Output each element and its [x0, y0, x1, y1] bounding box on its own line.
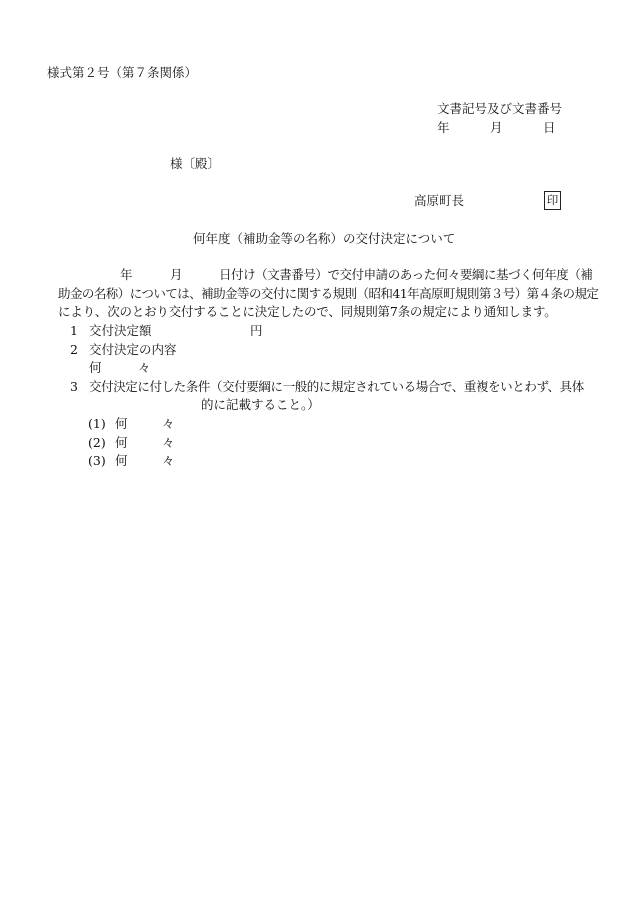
sender-name: 高原町長 — [414, 193, 465, 208]
item-1-number: 1 — [70, 323, 78, 338]
date-year: 年 — [437, 120, 450, 135]
item-3-label-continued: 的に記載すること。） — [201, 397, 320, 412]
body-month: 月 — [170, 267, 183, 282]
body-line-3: により、次のとおり交付することに決定したので、同規則第7条の規定により通知します。 — [58, 304, 557, 319]
sub-item-text-a: 何 — [115, 416, 128, 431]
item-1-label: 交付決定額 — [89, 323, 152, 338]
form-label: 様式第２号（第７条関係） — [47, 65, 198, 80]
item-3-label: 交付決定に付した条件（交付要綱に一般的に規定されている場合で、重複をいとわず、具体 — [89, 379, 584, 394]
body-line-1: 日付け（文書番号）で交付申請のあった何々要綱に基づく何年度（補 — [219, 267, 593, 282]
item-2-label: 交付決定の内容 — [89, 342, 177, 357]
item-3-number: 3 — [70, 379, 78, 394]
addressee: 様〔殿〕 — [170, 156, 221, 171]
sub-item-number: (3) — [88, 453, 106, 468]
date-day: 日 — [543, 120, 556, 135]
sub-item-text-b: 々 — [162, 453, 175, 468]
body-line-2: 助金の名称）については、補助金等の交付に関する規則（昭和41年高原町規則第３号）第４条の規定 — [58, 286, 599, 301]
item-2-number: 2 — [70, 342, 78, 357]
sub-item-number: (1) — [88, 416, 106, 431]
sub-item-text-b: 々 — [162, 435, 175, 450]
sub-item-text-a: 何 — [115, 453, 128, 468]
date-month: 月 — [490, 120, 503, 135]
seal-mark: 印 — [544, 191, 561, 210]
item-2-detail-b: 々 — [138, 360, 151, 375]
sub-item-number: (2) — [88, 435, 106, 450]
item-1-unit: 円 — [250, 323, 263, 338]
sub-item-text-b: 々 — [162, 416, 175, 431]
document-number-label: 文書記号及び文書番号 — [437, 101, 563, 116]
body-year: 年 — [120, 267, 133, 282]
sub-item-text-a: 何 — [115, 435, 128, 450]
item-2-detail-a: 何 — [89, 360, 102, 375]
document-title: 何年度（補助金等の名称）の交付決定について — [193, 231, 456, 246]
